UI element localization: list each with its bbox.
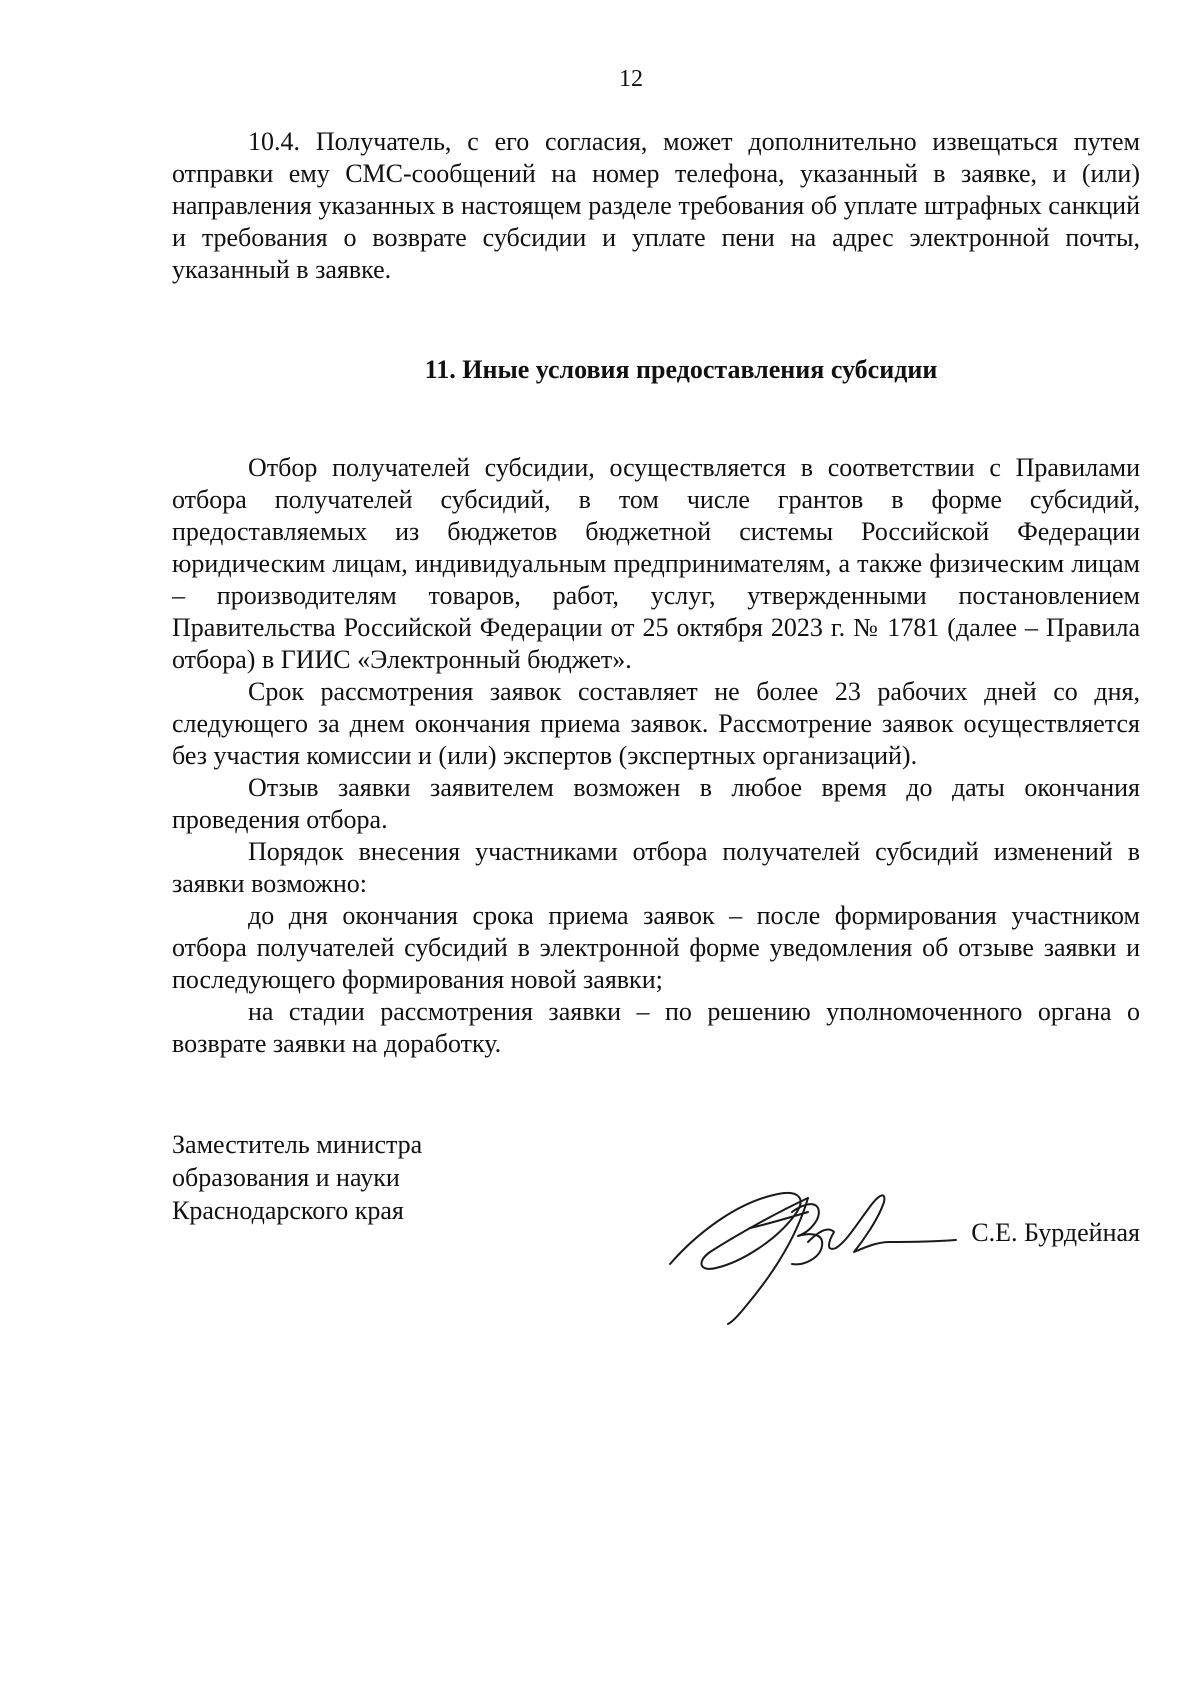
section-11-text bbox=[172, 452, 1140, 1060]
paragraph-10-4: 10.4. Получатель, с его согласия, может дополнительно извещаться путем отправки ему СМС-сообщений на номер телефона, указанный в заявке, и (или) направления указанных в настоящем разделе требования об уплате штрафных санкций и требования о возврате субсидии и уплате пени на адрес электронной почты, указанный в заявке. bbox=[172, 127, 1140, 284]
section-11-paragraph: Срок рассмотрения заявок составляет не более 23 рабочих дней со дня, следующего за днем окончания приема заявок. Рассмотрение заявок осуществляется без участия комиссии и (или) экспертов (экспертных организаций). bbox=[172, 677, 1140, 770]
page-number: 12 bbox=[619, 66, 643, 92]
section-11-paragraph: на стадии рассмотрения заявки – по решению уполномоченного органа о возврате заявки на доработку. bbox=[172, 997, 1140, 1058]
signer-position-line: образования и науки bbox=[172, 1163, 400, 1192]
handwritten-signature bbox=[658, 1172, 958, 1332]
signer-position bbox=[172, 1128, 422, 1227]
section-11-paragraph: Отбор получателей субсидии, осуществляется в соответствии с Правилами отбора получателей субсидий, в том числе грантов в форме субсидий, предоставляемых из бюджетов бюджетной системы Российской Федерации юридическим лицам, индивидуальным предпринимателям, а также физическим лицам – производителям товаров, работ, услуг, утвержденными постановлением Правительства Российской Федерации от 25 октября 2023 г. № 1781 (далее – Правила отбора) в ГИИС «Электронный бюджет». bbox=[172, 453, 1140, 674]
signature-block bbox=[172, 1128, 1140, 1328]
section-11-paragraph: до дня окончания срока приема заявок – после формирования участником отбора получателей субсидий в электронной форме уведомления об отзыве заявки и последующего формирования новой заявки; bbox=[172, 901, 1140, 994]
section-11-heading: 11. Иные условия предоставления субсидии bbox=[424, 355, 938, 384]
signer-position-line: Заместитель министра bbox=[172, 1130, 423, 1159]
section-11-paragraph: Отзыв заявки заявителем возможен в любое время до даты окончания проведения отбора. bbox=[172, 773, 1140, 834]
section-10-text bbox=[172, 126, 1140, 286]
signer-name: С.Е. Бурдейная bbox=[971, 1218, 1140, 1247]
signer-position-line: Краснодарского края bbox=[172, 1196, 404, 1225]
section-11-paragraph: Порядок внесения участниками отбора получателей субсидий изменений в заявки возможно: bbox=[172, 837, 1140, 898]
